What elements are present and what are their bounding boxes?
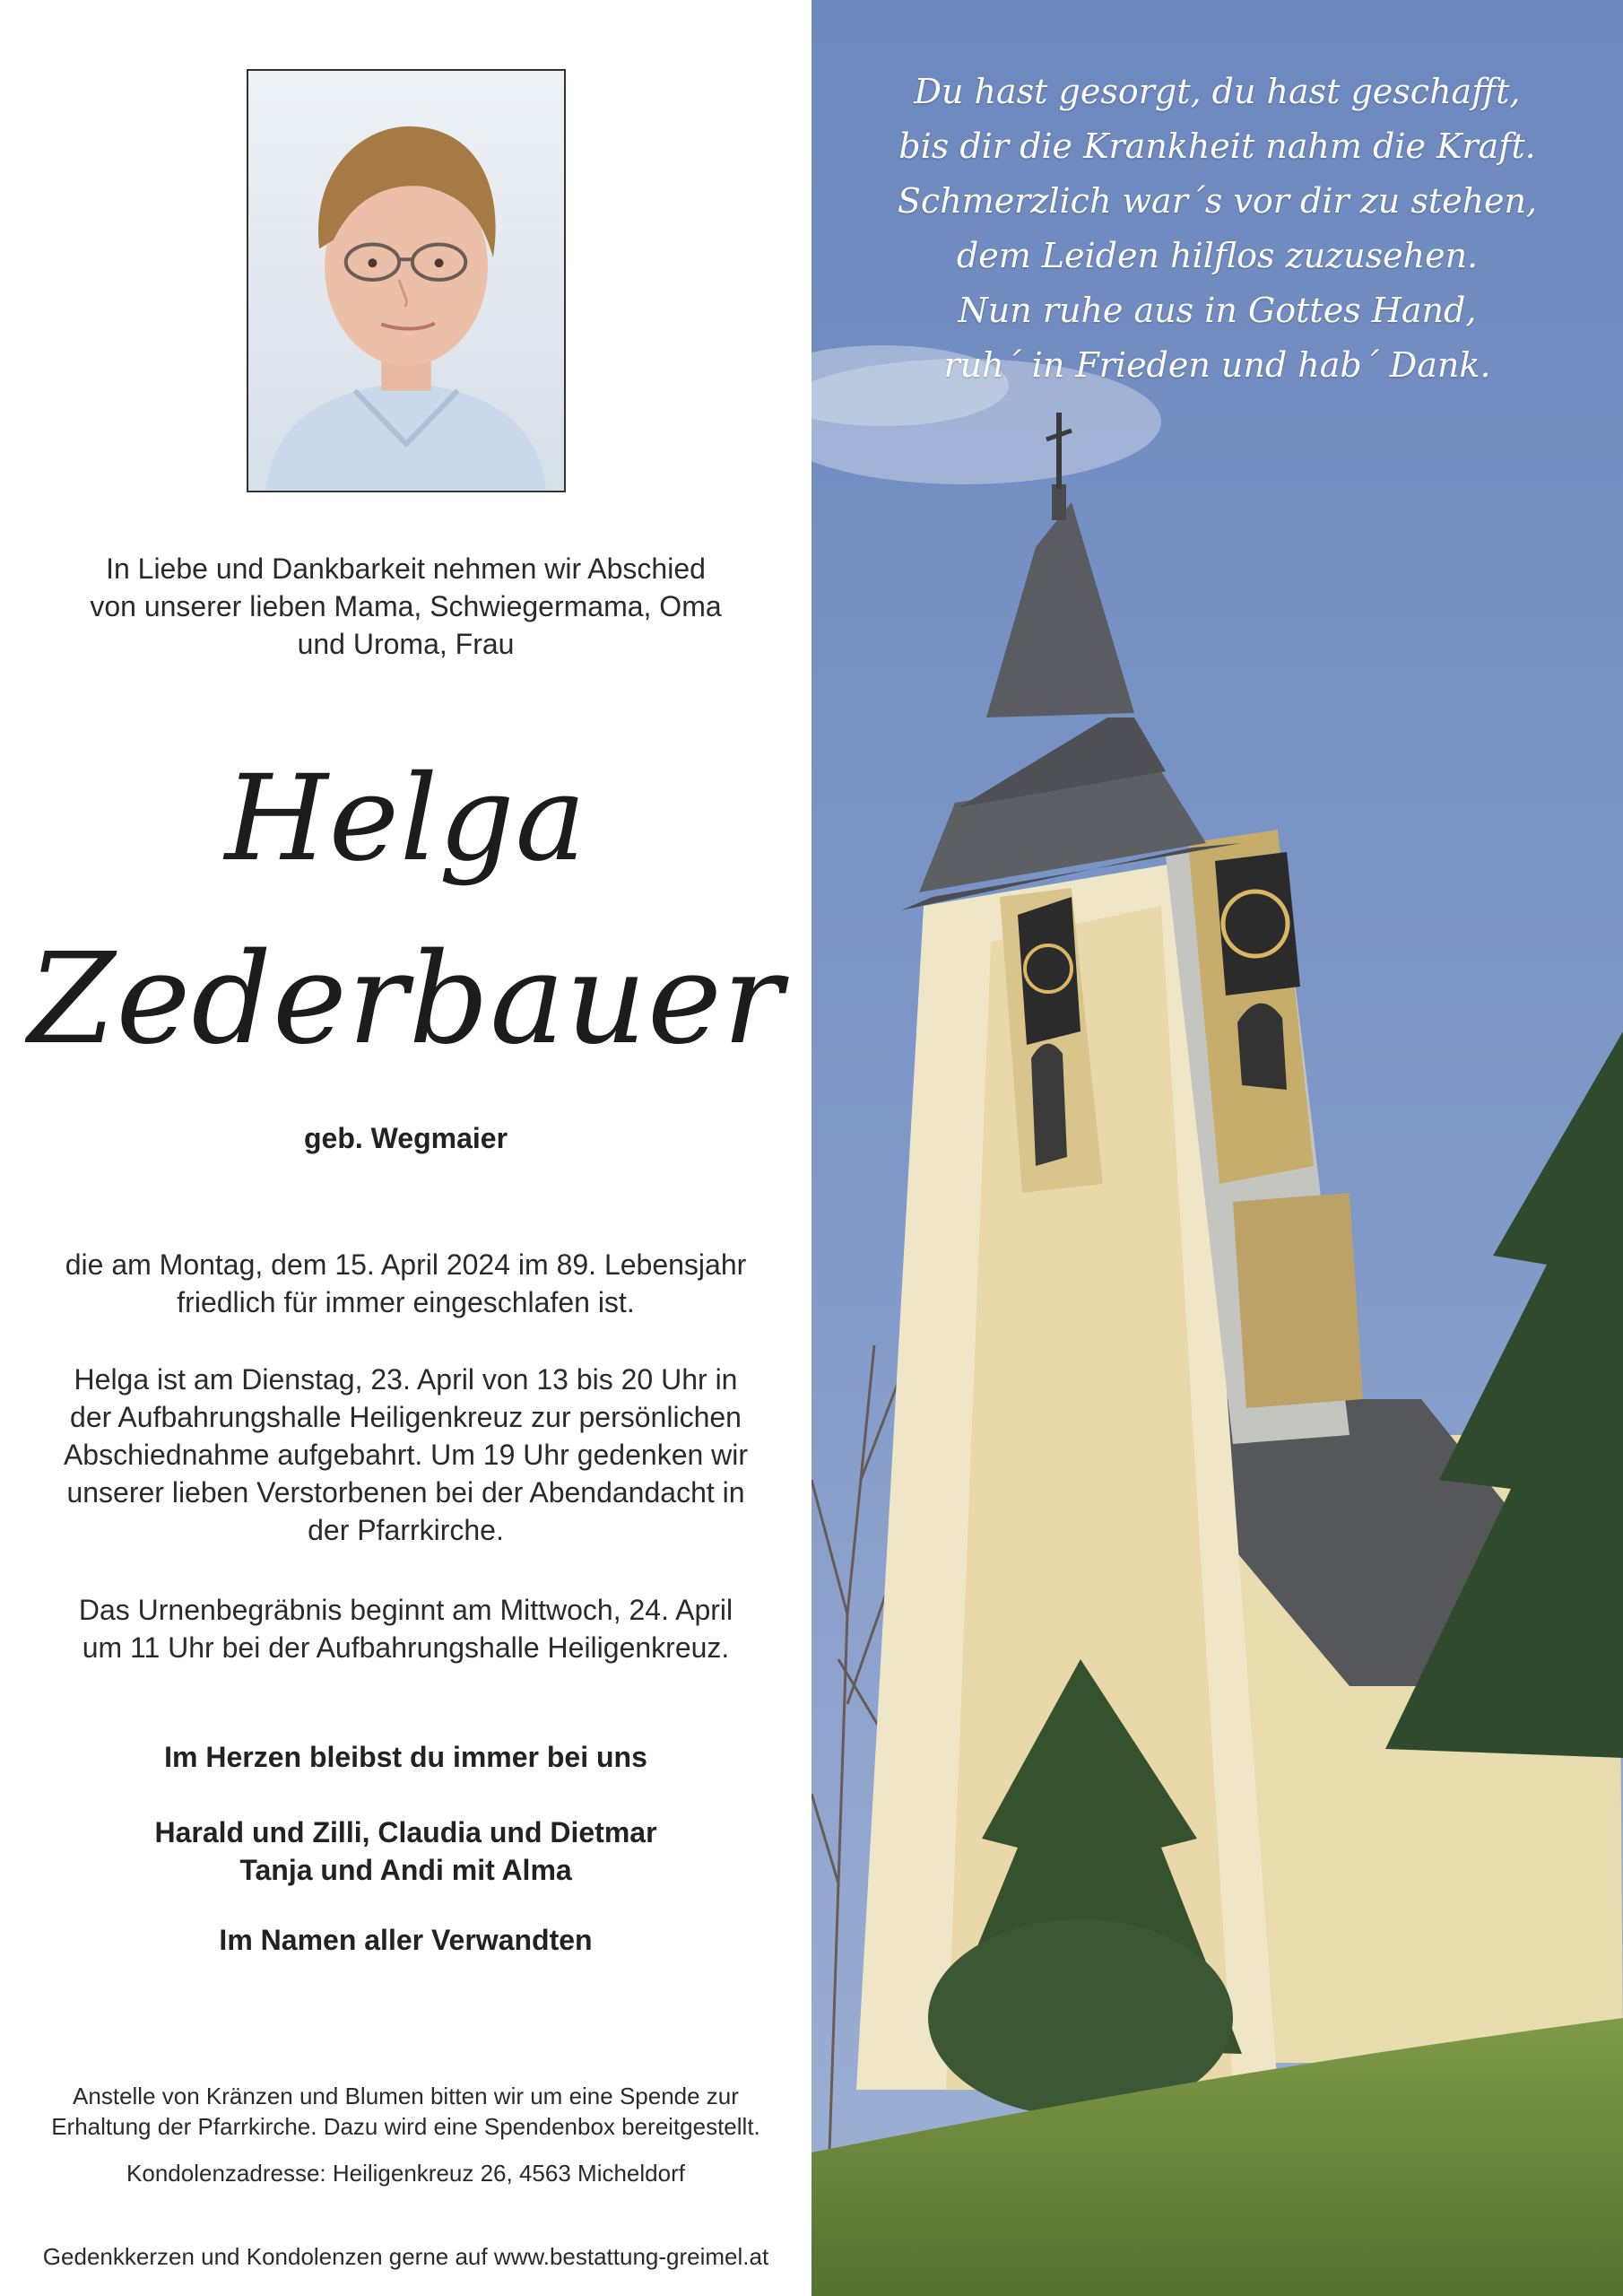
viewing-details: Helga ist am Dienstag, 23. April von 13 bis 20 Uhr in der Aufbahrungshalle Heiligenkreuz zur persönlichen Abschiednahme aufgebahrt. Um 19 Uhr gedenken wir unserer lieben Verstorbenen bei der Abendandacht in der Pfarrkirche.: [63, 1363, 749, 1546]
last-name: Zederbauer: [28, 926, 784, 1073]
portrait-illustration: [248, 71, 564, 491]
donation-request: Anstelle von Kränzen und Blumen bitten wir um eine Spende zur Erhaltung der Pfarrkirche. Dazu wird eine Spendenbox bereitgestellt.: [51, 2083, 760, 2140]
mourners-list: Harald und Zilli, Claudia und Dietmar Tanja und Andi mit Alma: [154, 1816, 657, 1886]
heart-line: Im Herzen bleibst du immer bei uns: [164, 1741, 647, 1773]
birth-name: geb. Wegmaier: [303, 1122, 508, 1154]
footer-website: Gedenkkerzen und Kondolenzen gerne auf www.bestattung-greimel.at: [42, 2243, 769, 2270]
first-name: Helga: [224, 750, 587, 888]
portrait-photo: [247, 69, 566, 492]
burial-details: Das Urnenbegräbnis beginnt am Mittwoch, 24. April um 11 Uhr bei der Aufbahrungshalle Heiligenkreuz.: [78, 1594, 733, 1664]
church-photo-panel: [812, 0, 1623, 2296]
memorial-poem: Du hast gesorgt, du hast geschafft, bis dir die Krankheit nahm die Kraft. Schmerzlich war´s vor dir zu stehen, dem Leiden hilflos zuzusehen. Nun ruhe aus in Gottes Hand, ruh´ in Frieden und hab´ Dank.: [897, 72, 1538, 385]
intro-text: In Liebe und Dankbarkeit nehmen wir Abschied von unserer lieben Mama, Schwiegermama, Oma und Uroma, Frau: [90, 552, 722, 660]
relatives-line: Im Namen aller Verwandten: [219, 1924, 593, 1956]
condolence-address: Kondolenzadresse: Heiligenkreuz 26, 4563 Micheldorf: [126, 2160, 685, 2187]
death-notice: die am Montag, dem 15. April 2024 im 89. Lebensjahr friedlich für immer eingeschlafen ist.: [65, 1248, 747, 1318]
